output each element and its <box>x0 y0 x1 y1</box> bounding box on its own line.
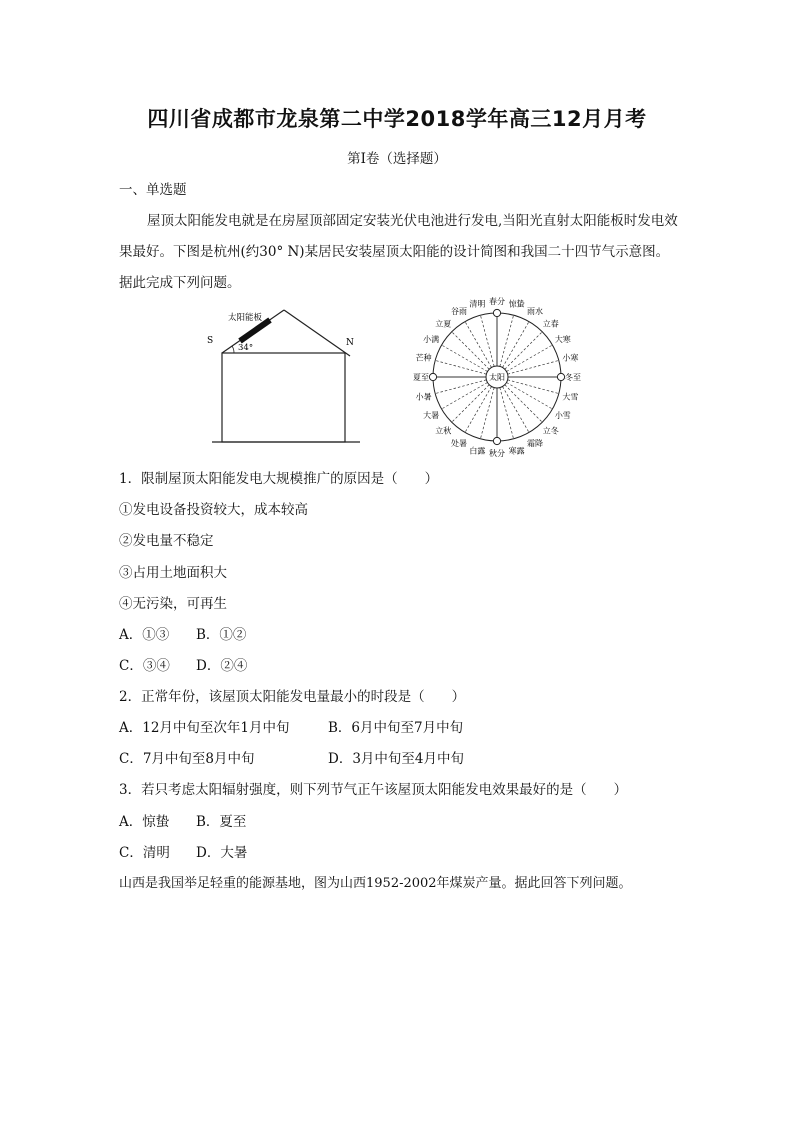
question-1-option-b[interactable]: B．①② <box>196 627 247 643</box>
intro-text: 屋顶太阳能发电就是在房屋顶部固定安装光伏电池进行发电,当阳光直射太阳能板时发电效果最好。下图是杭州(约30° N)某居民安装屋顶太阳能的设计简图和我国二十四节气示意图。据此完成下列问题。 <box>119 213 678 291</box>
solar-term-label: 芒种 <box>415 353 432 363</box>
term-ray <box>503 322 530 368</box>
angle-arc <box>232 346 234 353</box>
solar-term-label: 小暑 <box>415 392 432 402</box>
key-term-marker <box>429 373 436 380</box>
term-ray <box>505 332 542 369</box>
solar-term-label: 立春 <box>542 319 559 329</box>
term-ray <box>505 385 542 422</box>
question-1-option-d[interactable]: D．②④ <box>196 658 248 674</box>
question-1-stem: 1．限制屋顶太阳能发电大规模推广的原因是（ ） <box>119 471 439 487</box>
solar-term-label: 大雪 <box>562 392 579 402</box>
question-1-statement: ①发电设备投资较大，成本较高 <box>119 502 308 518</box>
panel-label: 太阳能板 <box>228 313 263 323</box>
solar-term-label: 大寒 <box>554 335 571 344</box>
term-ray <box>508 380 559 394</box>
south-label: S <box>207 336 214 346</box>
question-2-option-c[interactable]: C．7月中旬至8月中旬 <box>119 751 255 767</box>
north-label: N <box>346 338 354 348</box>
solar-term-label: 春分 <box>489 297 505 306</box>
question-3-stem: 3．若只考虑太阳辐射强度，则下列节气正午该屋顶太阳能发电效果最好的是（ ） <box>119 782 628 798</box>
solar-term-label: 冬至 <box>565 373 581 382</box>
term-ray <box>508 360 559 374</box>
term-ray <box>507 383 553 410</box>
term-ray <box>435 360 486 374</box>
house-wall <box>222 353 345 442</box>
question-1-statement: ④无污染，可再生 <box>119 596 227 612</box>
solar-term-label: 小雪 <box>554 411 571 420</box>
solar-term-label: 谷雨 <box>451 307 467 317</box>
question-2-option-a[interactable]: A．12月中旬至次年1月中旬 <box>119 720 290 736</box>
term-ray <box>500 388 514 439</box>
term-ray <box>435 380 486 394</box>
key-term-marker <box>493 309 500 316</box>
solar-term-label: 雨水 <box>527 307 543 317</box>
term-ray <box>503 387 530 433</box>
solar-term-label: 大暑 <box>423 411 440 420</box>
question-3-option-c[interactable]: C．清明 <box>119 845 170 861</box>
solar-term-label: 秋分 <box>489 449 505 457</box>
solar-term-label: 霜降 <box>527 438 543 448</box>
term-ray <box>480 315 494 366</box>
question-3-option-a[interactable]: A．惊蛰 <box>119 814 170 830</box>
solar-term-label: 惊蛰 <box>508 299 525 309</box>
term-ray <box>452 332 489 369</box>
solar-term-label: 小寒 <box>562 353 579 363</box>
term-ray <box>507 345 553 372</box>
question-1-option-c[interactable]: C．③④ <box>119 658 170 674</box>
term-ray <box>500 315 514 366</box>
rooftop-solar-house-figure <box>200 303 372 445</box>
term-ray <box>452 385 489 422</box>
question-2-stem: 2．正常年份，该屋顶太阳能发电量最小的时段是（ ） <box>119 689 466 705</box>
solar-term-label: 寒露 <box>508 446 525 456</box>
term-ray <box>442 345 488 372</box>
solar-term-label: 立夏 <box>435 319 452 329</box>
solar-panel <box>240 320 270 341</box>
question-3-option-d[interactable]: D．大暑 <box>196 845 248 861</box>
page-title: 四川省成都市龙泉第二中学2018学年高三12月月考 <box>147 107 647 131</box>
term-ray <box>480 388 494 439</box>
question-1-option-a[interactable]: A．①③ <box>119 627 170 643</box>
question-2-option-d[interactable]: D．3月中旬至4月中旬 <box>328 751 465 767</box>
solar-term-label: 处暑 <box>451 438 467 448</box>
question-3-option-b[interactable]: B．夏至 <box>196 814 247 830</box>
roof-north-slope <box>284 310 350 356</box>
solar-term-label: 白露 <box>469 446 486 456</box>
solar-term-label: 小满 <box>423 335 440 344</box>
solar-term-label: 清明 <box>469 299 486 309</box>
section-heading: 一、单选题 <box>119 182 187 198</box>
sun-label: 太阳 <box>489 373 505 382</box>
solar-term-label: 夏至 <box>413 373 429 382</box>
next-section-intro: 山西是我国举足轻重的能源基地，图为山西1952-2002年煤炭产量。据此回答下列问题。 <box>119 876 632 891</box>
question-2-option-b[interactable]: B．6月中旬至7月中旬 <box>328 720 464 736</box>
question-1-statement: ②发电量不稳定 <box>119 533 214 549</box>
solar-term-label: 立冬 <box>542 426 559 436</box>
term-ray <box>442 383 488 410</box>
term-ray <box>465 322 492 368</box>
solar-term-label: 立秋 <box>435 426 452 436</box>
wheel-group <box>413 296 581 457</box>
solar-terms-wheel-figure <box>395 295 599 457</box>
key-term-marker <box>493 437 500 444</box>
key-term-marker <box>557 373 564 380</box>
question-1-statement: ③占用土地面积大 <box>119 565 227 581</box>
intro-paragraph <box>119 206 679 299</box>
angle-label: 34° <box>238 343 254 353</box>
paper-part-heading: 第Ⅰ卷（选择题） <box>347 151 447 167</box>
term-ray <box>465 387 492 433</box>
